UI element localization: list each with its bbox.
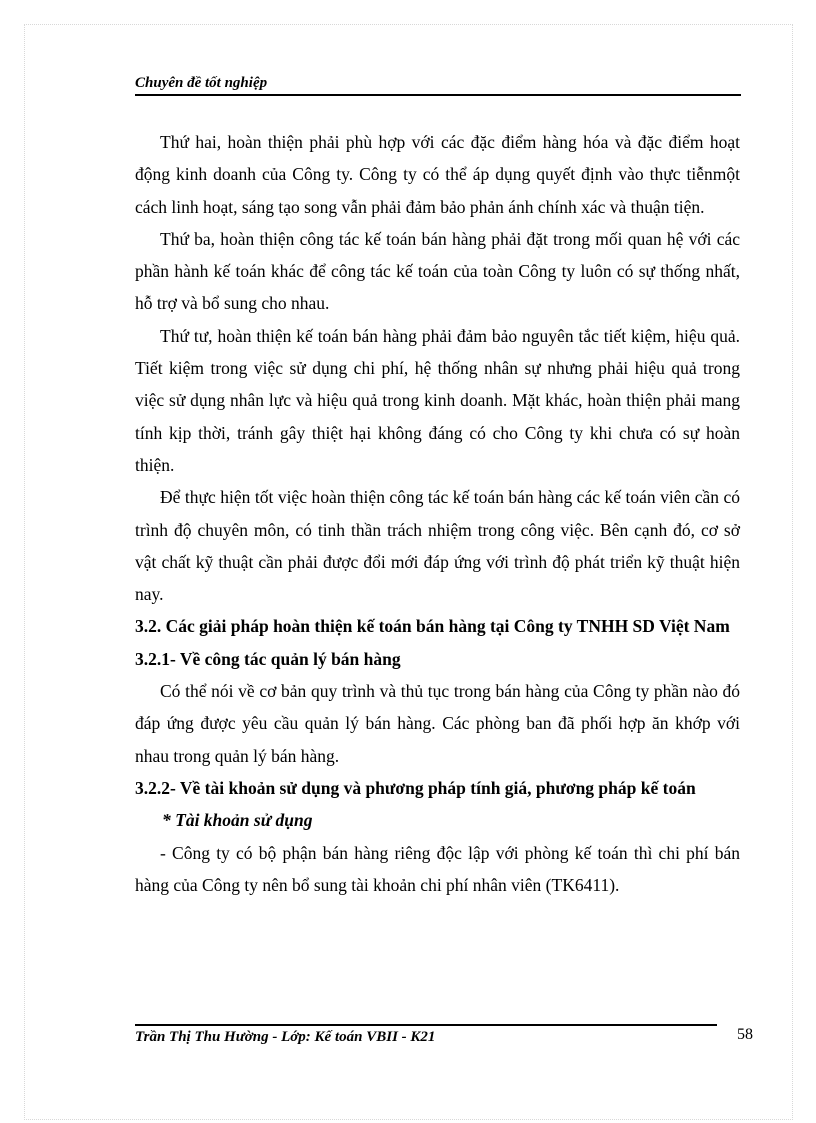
- page-number: 58: [737, 1026, 753, 1043]
- document-body: [135, 126, 740, 901]
- paragraph-tai-khoan: - Công ty có bộ phận bán hàng riêng độc lập với phòng kế toán thì chi phí bán hàng của Công ty nên bổ sung tài khoản chi phí nhân viên (TK6411).: [135, 842, 740, 895]
- paragraph-quan-ly-ban-hang: Có thể nói về cơ bản quy trình và thủ tục trong bán hàng của Công ty phần nào đó đáp ứng được yêu cầu quản lý bán hàng. Các phòng ban đã phối hợp ăn khớp với nhau trong quản lý bán hàng.: [135, 681, 740, 766]
- header-title: Chuyên đề tốt nghiệp: [135, 75, 268, 91]
- section-heading-3-2: 3.2. Các giải pháp hoàn thiện kế toán bán hàng tại Công ty TNHH SD Việt Nam: [135, 616, 730, 637]
- section-heading-3-2-2: 3.2.2- Về tài khoản sử dụng và phương pháp tính giá, phương pháp kế toán: [135, 777, 696, 798]
- paragraph-thu-ba: Thứ ba, hoàn thiện công tác kế toán bán hàng phải đặt trong mối quan hệ với các phần hành kế toán khác để công tác kế toán của toàn Công ty luôn có sự thống nhất, hỗ trợ và bổ sung cho nhau.: [135, 228, 740, 314]
- footer-author-line: Trần Thị Thu Hường - Lớp: Kế toán VBII - K21: [135, 1029, 436, 1045]
- paragraph-de-thuc-hien: Để thực hiện tốt việc hoàn thiện công tác kế toán bán hàng các kế toán viên cần có trình độ chuyên môn, có tinh thần trách nhiệm trong công việc. Bên cạnh đó, cơ sở vật chất kỹ thuật cần phải được đổi mới đáp ứng với trình độ phát triển kỹ thuật hiện nay.: [135, 487, 740, 605]
- page-header: [135, 74, 741, 96]
- subheading-tai-khoan-su-dung: * Tài khoản sử dụng: [162, 810, 313, 831]
- section-heading-3-2-1: 3.2.1- Về công tác quản lý bán hàng: [135, 648, 401, 669]
- footer-rule: [135, 1024, 717, 1026]
- paragraph-thu-hai: Thứ hai, hoàn thiện phải phù hợp với các đặc điểm hàng hóa và đặc điểm hoạt động kinh doanh của Công ty. Công ty có thể áp dụng quyết định vào thực tiễnmột cách linh hoạt, sáng tạo song vẫn phải đảm bảo phản ánh chính xác và thuận tiện.: [135, 132, 740, 217]
- paragraph-thu-tu: Thứ tư, hoàn thiện kế toán bán hàng phải đảm bảo nguyên tắc tiết kiệm, hiệu quả. Tiết kiệm trong việc sử dụng chi phí, hệ thống nhân sự nhưng phải hiệu quả trong việc sử dụng nhân lực và hiệu quả trong kinh doanh. Mặt khác, hoàn thiện phải mang tính kịp thời, tránh gây thiệt hại không đáng có cho Công ty khi chưa có sự hoàn thiện.: [135, 325, 740, 475]
